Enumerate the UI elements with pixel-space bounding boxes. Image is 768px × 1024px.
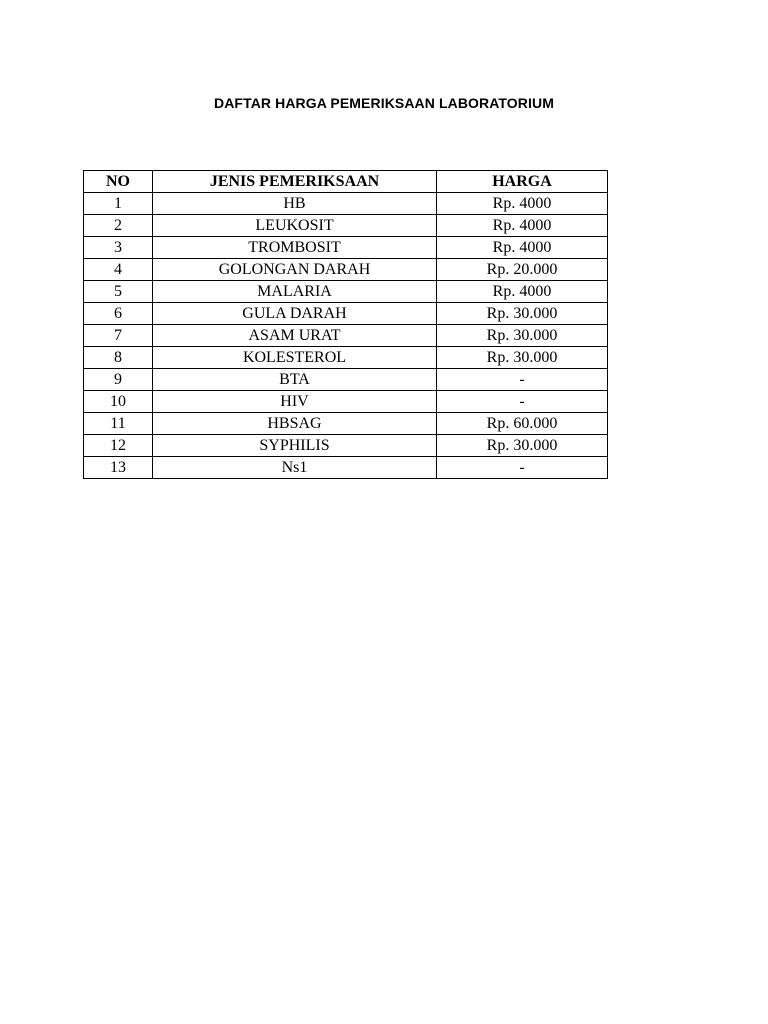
- header-exam-type: JENIS PEMERIKSAAN: [153, 171, 437, 193]
- table-row: [84, 435, 608, 457]
- row-price: Rp. 4000: [437, 281, 608, 303]
- row-exam-type: SYPHILIS: [153, 435, 437, 457]
- table-row: [84, 281, 608, 303]
- row-no: 11: [84, 413, 153, 435]
- row-exam-type: HBSAG: [153, 413, 437, 435]
- header-price: HARGA: [437, 171, 608, 193]
- row-no: 12: [84, 435, 153, 457]
- table-row: [84, 347, 608, 369]
- table-row: [84, 369, 608, 391]
- row-exam-type: HB: [153, 193, 437, 215]
- row-exam-type: TROMBOSIT: [153, 237, 437, 259]
- row-exam-type: GULA DARAH: [153, 303, 437, 325]
- table-row: [84, 457, 608, 479]
- row-price: -: [437, 391, 608, 413]
- table-row: [84, 325, 608, 347]
- row-exam-type: KOLESTEROL: [153, 347, 437, 369]
- row-exam-type: ASAM URAT: [153, 325, 437, 347]
- row-price: Rp. 4000: [437, 215, 608, 237]
- table-row: [84, 237, 608, 259]
- table-row: [84, 413, 608, 435]
- row-price: Rp. 30.000: [437, 347, 608, 369]
- row-price: Rp. 60.000: [437, 413, 608, 435]
- row-exam-type: Ns1: [153, 457, 437, 479]
- table-row: [84, 215, 608, 237]
- header-no: NO: [84, 171, 153, 193]
- row-price: -: [437, 369, 608, 391]
- table-row: [84, 303, 608, 325]
- table-row: [84, 193, 608, 215]
- row-price: Rp. 30.000: [437, 325, 608, 347]
- row-no: 2: [84, 215, 153, 237]
- row-exam-type: GOLONGAN DARAH: [153, 259, 437, 281]
- row-price: Rp. 30.000: [437, 435, 608, 457]
- table-row: [84, 391, 608, 413]
- row-no: 8: [84, 347, 153, 369]
- row-price: Rp. 4000: [437, 237, 608, 259]
- row-no: 13: [84, 457, 153, 479]
- row-price: Rp. 20.000: [437, 259, 608, 281]
- table-body: [84, 193, 608, 479]
- price-table: [83, 170, 608, 479]
- table-header: [84, 171, 608, 193]
- row-exam-type: BTA: [153, 369, 437, 391]
- row-exam-type: LEUKOSIT: [153, 215, 437, 237]
- row-exam-type: HIV: [153, 391, 437, 413]
- header-row: [84, 171, 608, 193]
- row-no: 1: [84, 193, 153, 215]
- row-price: Rp. 4000: [437, 193, 608, 215]
- row-no: 10: [84, 391, 153, 413]
- row-no: 4: [84, 259, 153, 281]
- row-no: 9: [84, 369, 153, 391]
- row-no: 6: [84, 303, 153, 325]
- page-title: DAFTAR HARGA PEMERIKSAAN LABORATORIUM: [214, 95, 554, 111]
- row-no: 7: [84, 325, 153, 347]
- row-price: Rp. 30.000: [437, 303, 608, 325]
- table-row: [84, 259, 608, 281]
- row-no: 5: [84, 281, 153, 303]
- row-no: 3: [84, 237, 153, 259]
- row-exam-type: MALARIA: [153, 281, 437, 303]
- row-price: -: [437, 457, 608, 479]
